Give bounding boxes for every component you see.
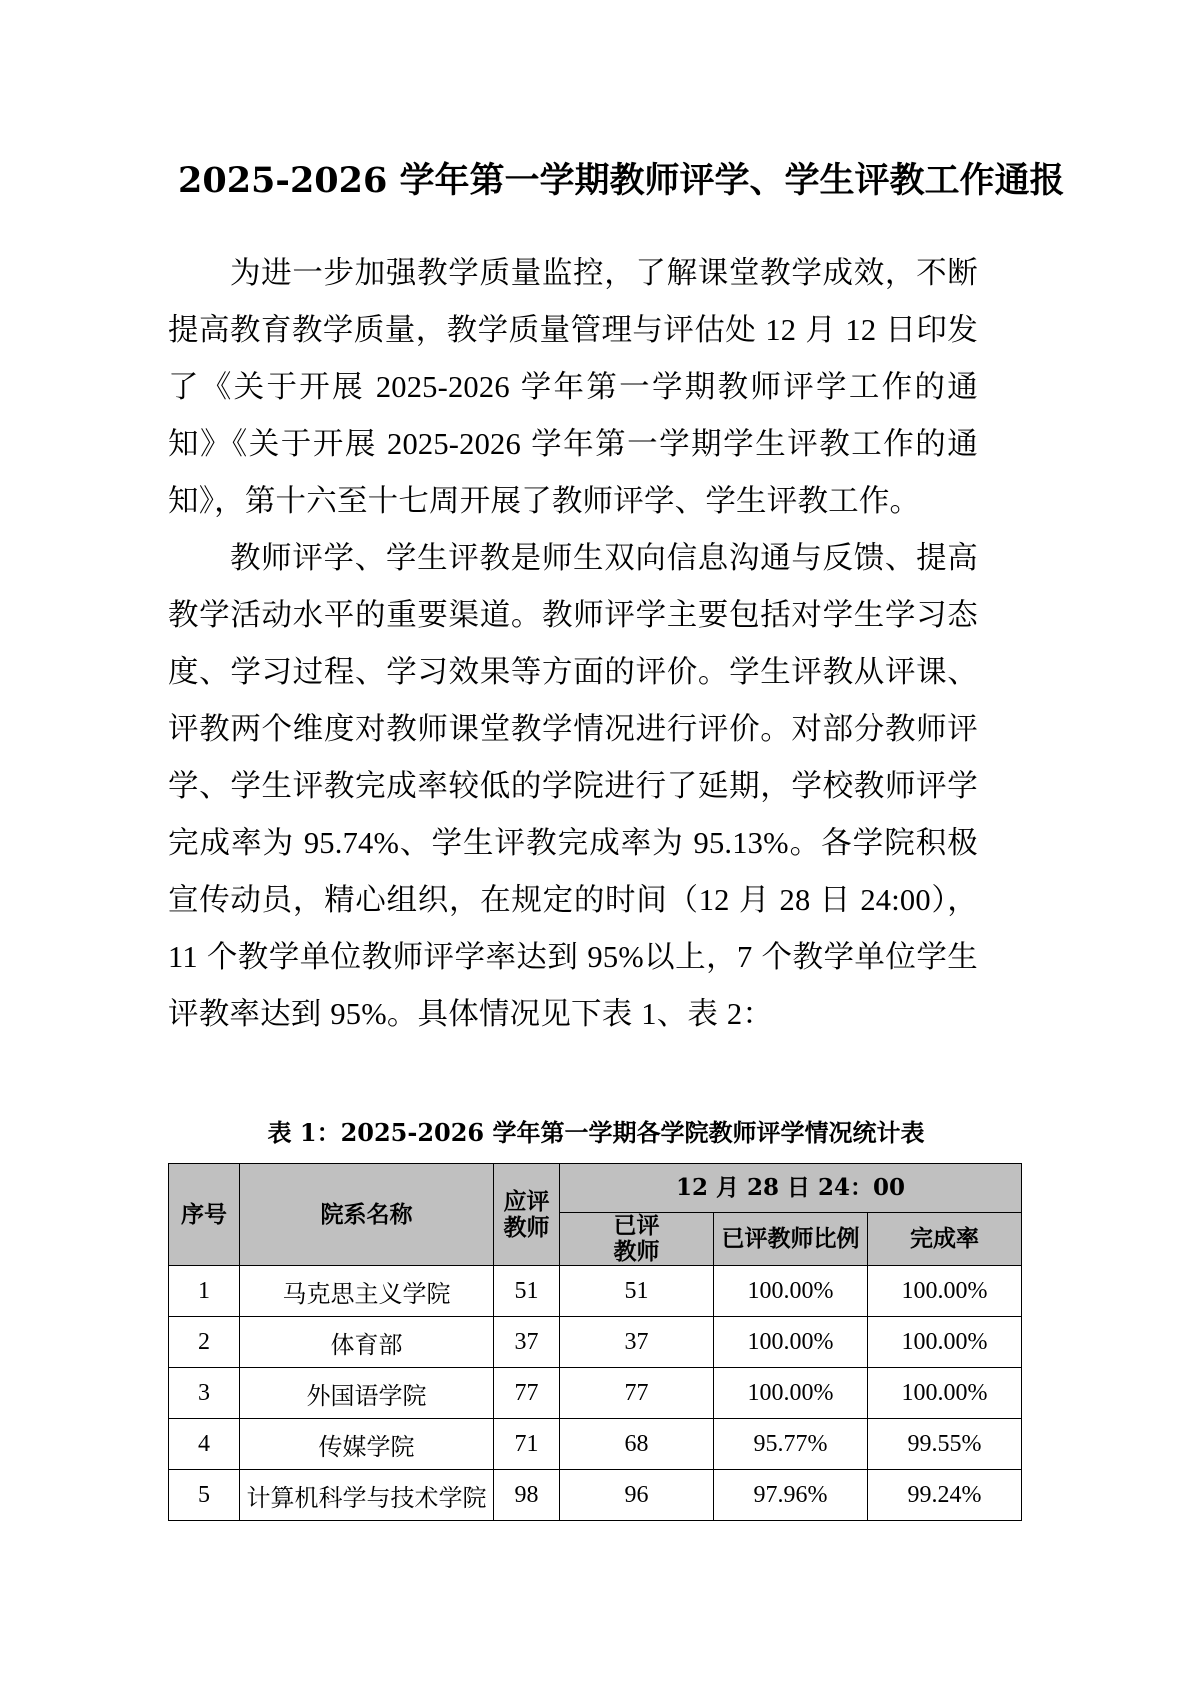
cell-department: 马克思主义学院 (240, 1266, 494, 1317)
column-header-deadline: 12 月 28 日 24：00 (560, 1164, 1022, 1213)
column-header-department: 院系名称 (240, 1164, 494, 1266)
column-header-seq: 序号 (169, 1164, 240, 1266)
cell-completion-rate: 99.55% (868, 1419, 1022, 1470)
cell-done-teachers: 68 (560, 1419, 714, 1470)
cell-department: 体育部 (240, 1317, 494, 1368)
cell-completion-rate: 100.00% (868, 1266, 1022, 1317)
cell-done-ratio: 100.00% (714, 1368, 868, 1419)
body-text (168, 245, 978, 1043)
cell-done-ratio: 100.00% (714, 1317, 868, 1368)
paragraph-2: 教师评学、学生评教是师生双向信息沟通与反馈、提高教学活动水平的重要渠道。教师评学主要包括对学生学习态度、学习过程、学习效果等方面的评价。学生评教从评课、评教两个维度对教师课堂教学情况进行评价。对部分教师评学、学生评教完成率较低的学院进行了延期，学校教师评学完成率为 95.74%、学生评教完成率为 95.13%。各学院积极宣传动员，精心组织，在规定的时间（12 月 28 日 24:00），11 个教学单位教师评学率达到 95%以上，7 个教学单位学生评教率达到 95%。具体情况见下表 1、表 2： (168, 541, 978, 1031)
cell-department: 外国语学院 (240, 1368, 494, 1419)
cell-department: 传媒学院 (240, 1419, 494, 1470)
cell-should-evaluate: 51 (494, 1266, 560, 1317)
table1-wrapper (168, 1163, 1022, 1521)
cell-done-ratio: 95.77% (714, 1419, 868, 1470)
cell-completion-rate: 100.00% (868, 1368, 1022, 1419)
cell-should-evaluate: 98 (494, 1470, 560, 1521)
table-row (169, 1470, 1022, 1521)
table-header (169, 1164, 1022, 1266)
column-header-done-ratio: 已评教师比例 (714, 1213, 868, 1266)
cell-done-teachers: 77 (560, 1368, 714, 1419)
table-body (169, 1266, 1022, 1521)
cell-completion-rate: 100.00% (868, 1317, 1022, 1368)
cell-done-ratio: 97.96% (714, 1470, 868, 1521)
cell-done-ratio: 100.00% (714, 1266, 868, 1317)
done-teachers-line-2: 教师 (613, 1238, 660, 1265)
cell-done-teachers: 96 (560, 1470, 714, 1521)
should-evaluate-line-2: 教师 (503, 1213, 550, 1241)
table1-caption: 表 1：2025-2026 学年第一学期各学院教师评学情况统计表 (267, 1118, 925, 1147)
cell-seq: 2 (169, 1317, 240, 1368)
cell-should-evaluate: 37 (494, 1317, 560, 1368)
should-evaluate-line-1: 应评 (503, 1187, 550, 1215)
column-header-done-teachers (560, 1213, 714, 1266)
page-title: 2025-2026 学年第一学期教师评学、学生评教工作通报 (178, 160, 1065, 201)
cell-seq: 4 (169, 1419, 240, 1470)
cell-department: 计算机科学与技术学院 (240, 1470, 494, 1521)
cell-seq: 5 (169, 1470, 240, 1521)
cell-done-teachers: 51 (560, 1266, 714, 1317)
table-header-row-1 (169, 1164, 1022, 1213)
cell-done-teachers: 37 (560, 1317, 714, 1368)
cell-completion-rate: 99.24% (868, 1470, 1022, 1521)
paragraph-1: 为进一步加强教学质量监控，了解课堂教学成效，不断提高教育教学质量，教学质量管理与评估处 12 月 12 日印发了《关于开展 2025-2026 学年第一学期教师评学工作的通知》《关于开展 2025-2026 学年第一学期学生评教工作的通知》，第十六至十七周开展了教师评学、学生评教工作。 (168, 256, 978, 518)
cell-should-evaluate: 77 (494, 1368, 560, 1419)
cell-seq: 1 (169, 1266, 240, 1317)
column-header-completion-rate: 完成率 (868, 1213, 1022, 1266)
cell-should-evaluate: 71 (494, 1419, 560, 1470)
table-row (169, 1266, 1022, 1317)
cell-seq: 3 (169, 1368, 240, 1419)
column-header-should-evaluate (494, 1164, 560, 1266)
table-row (169, 1368, 1022, 1419)
teacher-evaluation-table (168, 1163, 1022, 1521)
table-row (169, 1317, 1022, 1368)
table-row (169, 1419, 1022, 1470)
done-teachers-line-1: 已评 (613, 1212, 660, 1239)
